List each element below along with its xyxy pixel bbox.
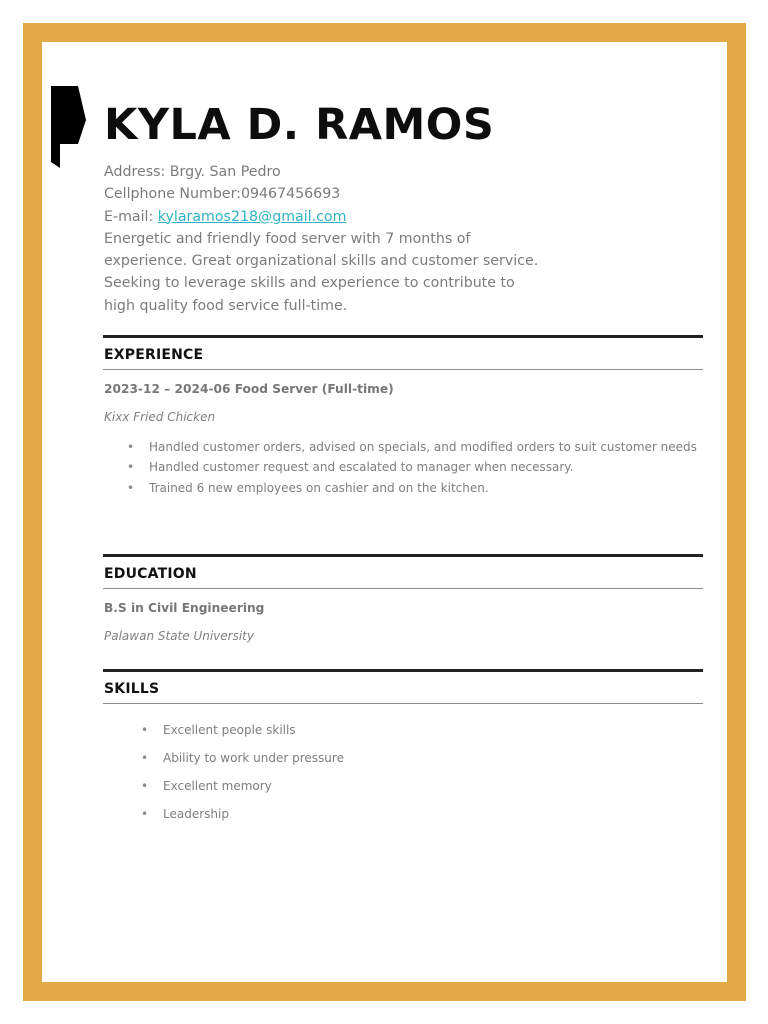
summary-text: Energetic and friendly food server with 7 months of experience. Great organizational skills and customer service. Seeking to leverage skills and experience to contribute to high quality food service full-time. — [104, 230, 539, 314]
experience-company: Kixx Fried Chicken — [104, 410, 216, 424]
section-divider-thin — [103, 369, 703, 370]
section-divider-thin — [103, 588, 703, 589]
skills-section — [103, 669, 703, 828]
experience-entry-title: 2023-12 – 2024-06 Food Server (Full-time) — [104, 382, 394, 396]
list-item: • Leadership — [163, 800, 703, 828]
list-item: • Excellent people skills — [163, 716, 703, 744]
experience-heading: EXPERIENCE — [104, 347, 204, 363]
list-item: • Handled customer orders, advised on specials, and modified orders to suit customer needs — [149, 437, 703, 457]
experience-bullet-list — [103, 437, 703, 498]
contact-block — [104, 161, 544, 317]
email-label: E-mail: — [104, 208, 158, 225]
education-heading: EDUCATION — [104, 566, 197, 582]
skills-list — [103, 716, 703, 828]
list-item: • Trained 6 new employees on cashier and on the kitchen. — [149, 478, 703, 498]
list-item: • Ability to work under pressure — [163, 744, 703, 772]
list-item: • Excellent memory — [163, 772, 703, 800]
education-section — [103, 554, 703, 643]
education-degree: B.S in Civil Engineering — [104, 601, 265, 615]
section-divider-thin — [103, 703, 703, 704]
list-item: • Handled customer request and escalated to manager when necessary. — [149, 457, 703, 477]
applicant-name: KYLA D. RAMOS — [104, 100, 495, 150]
email-link[interactable]: kylaramos218@gmail.com — [157, 208, 347, 225]
cellphone-line: Cellphone Number:09467456693 — [104, 186, 341, 203]
email-line — [104, 206, 544, 228]
experience-section — [103, 335, 703, 498]
address-line: Address: Brgy. San Pedro — [104, 164, 281, 180]
header-tab-marker-icon — [51, 86, 87, 168]
page-border-frame — [23, 23, 746, 1001]
education-school: Palawan State University — [104, 629, 254, 643]
skills-heading: SKILLS — [104, 681, 160, 697]
